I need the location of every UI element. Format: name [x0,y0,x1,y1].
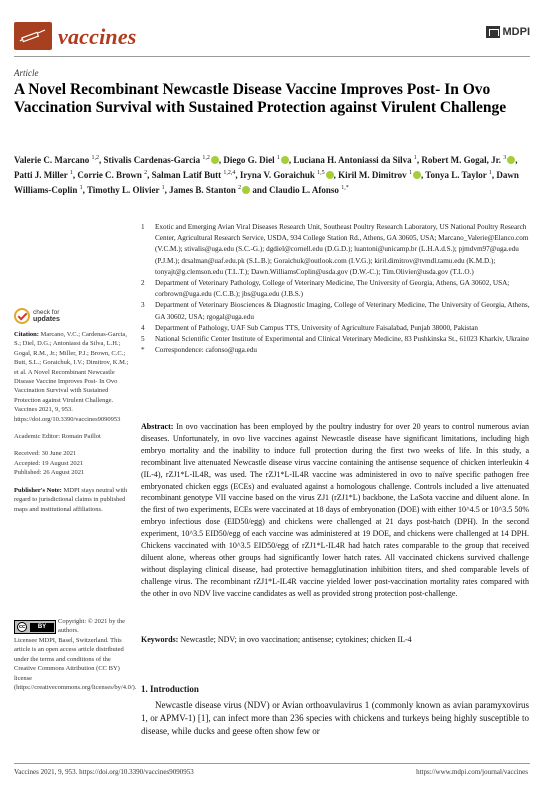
article-title: A Novel Recombinant Newcastle Disease Vaccine Improves Post- In Ovo Vaccination Survival with Sustained Protection against Virulent Challenge [14,81,507,116]
keywords-text: Newcastle; NDV; in ovo vaccination; antisense; cytokines; chicken IL-4 [180,635,412,644]
affiliation-number: 4 [141,323,145,332]
accepted-date: Accepted: 19 August 2021 [14,459,84,467]
license-text: Licensee MDPI, Basel, Switzerland. This article is an open access article distributed under the terms and conditions of the Creative Commons Attribution (CC BY) license (https://creativecommons.org/licenses/by/4.0/). [14,637,137,692]
author-affiliation-marker: 3 [503,155,507,161]
received-date: Received: 30 June 2021 [14,450,77,458]
author-affiliation-marker: 2 [238,185,242,191]
header-divider [14,56,530,57]
author-name: Timothy L. Olivier $^1$ [86,185,165,195]
publisher-note-label: Publisher's Note: [14,486,62,494]
author-name: Luciana H. Antoniassi da Silva $^1$ [293,155,417,165]
keywords [141,634,529,645]
publisher-logo [486,26,531,38]
article-sidebar [14,330,132,522]
author-name: Salman Latif Butt $^{1,2,4}$ [151,170,236,180]
author-name: Tonya L. Taylor $^1$ [425,170,492,180]
check-updates-icon [14,308,30,324]
syringe-icon [18,26,48,46]
author-affiliation-marker: 1,5 [317,170,325,176]
abstract [141,421,529,600]
keywords-label: Keywords: [141,635,179,644]
citation-text: Marcano, V.C.; Cardenas-Garcia, S.; Diel, D.G.; Antoniassi da Silva, L.H.; Gogal, R.M., Jr.; Miller, P.J.; Brown, C.C.; Butt, S.L.; Goraichuk, I.V.; Dimitrov, K.M.; et al. A Novel Recombinant Newcastle Disease Vaccine Improves Post- In Ovo Vaccination Survival with Sustained Protection against Virulent Challenge. Vaccines 2021, 9, 953. https://doi.org/10.3390/vaccines9090953 [14,331,129,423]
orcid-icon[interactable] [413,171,421,179]
footer-journal-url[interactable]: https://www.mdpi.com/journal/vaccines [416,768,528,776]
attribution-icon: BY [30,623,54,632]
affiliation-number: 1 [141,223,145,231]
check-updates-line1: check for [33,309,60,316]
footer-divider [14,763,530,764]
author-name: Dawn Williams-Coplin $^1$ [14,170,519,195]
author-name: Robert M. Gogal, Jr. $^3$ [421,155,515,165]
author-name: Patti J. Miller $^1$ [14,170,73,180]
author-name: Kiril M. Dimitrov $^1$ [338,170,421,180]
affiliation-text: Exotic and Emerging Avian Viral Diseases Research Unit, Southeast Poultry Research Laboratory, US National Poultry Research Center, Agricultural Research Service, USDA, 934 College Station Rd., Athens, GA 30605, USA; Marcano_Valerie@Elanco.com (V.C.M.); stivalis@uga.edu (S.C.-G.); dgdiel@cornell.edu (D.G.D.); luantoni@unicamp.br (L.H.A.d.S.); pjmdvm97@uga.edu (P.J.M.); drsalman@uaf.edu.pk (S.L.B.); Goraichuk@outlook.com (I.V.G.); kiril.dimitrov@tvmdl.tamu.edu (K.M.D.); tonyajt@g.clemson.edu (T.L.T.); Dawn.WilliamsCoplin@usda.gov (D.W.-C.); Tim.Olivier@usda.gov (T.L.O.) [155,223,529,276]
affiliation-text: Department of Veterinary Biosciences & Diagnostic Imaging, College of Veterinary Medicine, The University of Georgia, Athens, GA 30602, USA; rgogal@uga.edu [155,301,530,321]
affiliation-number: 2 [141,279,145,288]
affiliations [141,222,531,356]
publisher-name: MDPI [502,26,530,38]
affiliation-item [141,278,531,300]
author-name: James B. Stanton $^2$ [169,185,250,195]
author-name: Diego G. Diel $^1$ [223,155,289,165]
citation-label: Citation: [14,331,39,338]
affiliation-item [141,300,531,322]
author-affiliation-marker: 1 [413,155,417,161]
affiliation-text: National Scientific Center Institute of Experimental and Clinical Veterinary Medicine, 83 Pushkinska St., 61023 Kharkiv, Ukraine [155,335,530,344]
dates-block [14,449,132,477]
author-affiliation-marker: 1,2 [202,155,210,161]
author-affiliation-marker: 1 [79,185,83,191]
introduction-paragraph: Newcastle disease virus (NDV) or Avian orthoavulavirus 1 (commonly known as avian paramyxovirus 1, or APMV-1) [1], can infect more than 236 species with chickens and turkeys being highly susceptible to disease, while ducks and geese often show few or [141,700,529,737]
creative-commons-icon: cc [18,624,26,630]
affiliation-number: 3 [141,301,145,310]
footer-citation: Vaccines 2021, 9, 953. https://doi.org/10.3390/vaccines9090953 [14,768,194,776]
academic-editor: Academic Editor: Romain Paillot [14,433,101,441]
affiliation-number: * [141,346,145,355]
affiliation-item [141,345,531,356]
affiliation-item [141,222,531,278]
author-affiliation-marker: 1 [408,170,412,176]
affiliation-number: 5 [141,335,145,344]
publisher-note-text: MDPI stays neutral with regard to jurisdictional claims in published maps and institutional affiliations. [14,486,128,513]
author-affiliation-marker: 1 [69,170,73,176]
abstract-text: In ovo vaccination has been employed by the poultry industry for over 20 years to control numerous avian diseases. Unfortunately, in ovo live vaccines against Newcastle disease have significant limitations, including high embryo mortality and the inability to induce full protection during the first two weeks of life. In this study, a recombinant live attenuated Newcastle disease virus vaccine containing the antisense sequence of chicken interleukin 4 (IL-4), rZJ1*L-IL4R, was used. The rZJ1*L-IL4R vaccine was administered in ovo to naïve specific pathogen free embryonated chicken eggs (ECEs) and evaluated against a homologous challenge. Controls included a live attenuated recombinant genotype VII vaccine based on the virus ZJ1 (rZJ1*L) backbone, the LaSota vaccine and diluent alone. In the first of two experiments, ECEs were vaccinated at 18 days of embryonation (DOE) with either 10^4.5 or 10^3.5 50% embryo infectious dose (EID50/egg) and chickens were challenged at 21 days post-hatch (DPH). In the second experiment, 10^3.5 EID50/egg of each vaccine was administered at 19 DOE, and chickens were challenged at 14 DPH. Chickens vaccinated with 10^3.5 EID50/egg of rZJ1*L-IL4R had hatch rates comparable to the group that received diluent alone, whereas other groups had significantly lower hatch rates. All vaccinated chickens survived challenge without displaying clinical disease, had protective hemagglutination inhibition titers, and shed comparable levels of challenge virus. The recombinant rZJ1*L-IL4R vaccine yielded lower post-vaccination mortality rates compared with the other in ovo NDV live vaccine candidates as well as provided strong protection post-challenge. [141,422,529,598]
check-for-updates-badge[interactable] [14,308,74,330]
author-affiliation-marker: 1,2 [91,155,99,161]
affiliation-item [141,323,531,334]
author-affiliation-marker: 1 [161,185,165,191]
author-name: Valerie C. Marcano $^{1,2}$ [14,155,99,165]
author-affiliation-marker: 1 [488,170,492,176]
affiliation-item [141,334,531,345]
author-name: Stivalis Cardenas-Garcia $^{1,2}$ [103,155,218,165]
author-name: Iryna V. Goraichuk $^{1,5}$ [240,170,334,180]
orcid-icon[interactable] [281,156,289,164]
author-affiliation-marker: 1,2,4 [223,170,236,176]
cc-by-license-badge[interactable] [14,620,56,634]
citation-block [14,330,132,424]
published-date: Published: 26 August 2021 [14,469,85,477]
orcid-icon[interactable] [507,156,515,164]
journal-logo [14,22,52,50]
author-affiliation-marker: 2 [144,170,148,176]
author-affiliation-marker: 1 [276,155,280,161]
orcid-icon[interactable] [326,171,334,179]
orcid-icon[interactable] [211,156,219,164]
orcid-icon[interactable] [242,186,250,194]
check-updates-line2: updates [33,316,60,323]
affiliation-text: Department of Pathology, UAF Sub Campus TTS, University of Agriculture Faisalabad, Punjab 38000, Pakistan [155,323,479,332]
affiliation-text: Department of Veterinary Pathology, College of Veterinary Medicine, The University of Georgia, Athens, GA 30602, USA; corbrown@uga.edu (C.C.B.); jbs@uga.edu (J.B.S.) [155,279,510,299]
article-type: Article [14,68,39,78]
mdpi-icon [486,26,500,38]
author-list: Valerie C. Marcano $^{1,2}$, Stivalis Cardenas-Garcia $^{1,2}$ , Diego G. Diel $^1$ , Luciana H. Antoniassi da Silva $^1$, Robert M. Gogal, Jr. $^3$ , Patti J. Miller $^1$, Corrie C. Brown $^2$, Salman Latif Butt $^{1,2,4}$, Iryna V. Goraichuk $^{1,5}$ , Kiril M. Dimitrov $^1$ , Tonya L. Taylor $^1$, Dawn Williams-Coplin $^1$, Timothy L. Olivier $^1$, James B. Stanton $^2$ and Claudio L. Afonso $^{1,*}$ [14,155,519,195]
publisher-note [14,486,132,514]
check-updates-text [33,309,60,323]
affiliation-text: Correspondence: cafonso@uga.edu [155,346,258,355]
copyright-notice: Copyright: © 2021 by the authors. [58,618,126,635]
journal-name: vaccines [58,24,137,49]
author-affiliation-marker: 1,* [341,185,349,191]
author-name: Corrie C. Brown $^2$ [77,170,148,180]
author-name: Claudio L. Afonso $^{1,*}$ [269,185,349,195]
section-heading-introduction: 1. Introduction [141,684,199,694]
abstract-label: Abstract: [141,422,174,431]
